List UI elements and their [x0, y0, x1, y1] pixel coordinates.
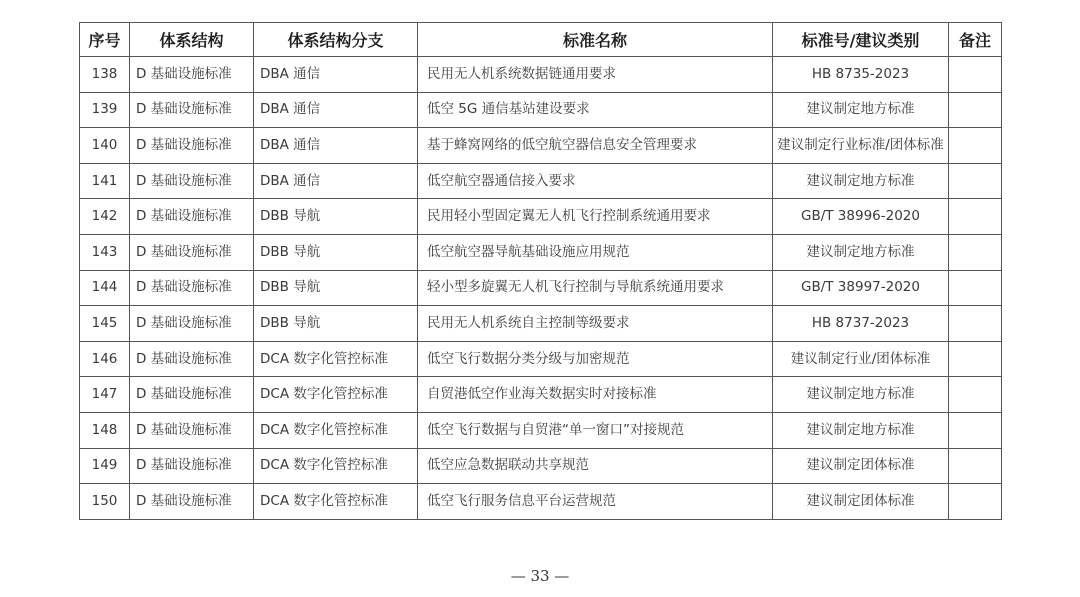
cell-branch: DCA 数字化管控标准: [254, 341, 418, 377]
cell-standard-name: 低空飞行数据分类分级与加密规范: [418, 341, 773, 377]
cell-standard-name: 低空应急数据联动共享规范: [418, 448, 773, 484]
cell-structure: D 基础设施标准: [130, 270, 254, 306]
cell-standard-number: 建议制定地方标准: [773, 412, 949, 448]
cell-structure: D 基础设施标准: [130, 163, 254, 199]
cell-standard-name: 轻小型多旋翼无人机飞行控制与导航系统通用要求: [418, 270, 773, 306]
cell-structure: D 基础设施标准: [130, 412, 254, 448]
standards-table: [79, 22, 1002, 520]
cell-branch: DBA 通信: [254, 92, 418, 128]
cell-branch: DCA 数字化管控标准: [254, 484, 418, 520]
cell-structure: D 基础设施标准: [130, 448, 254, 484]
cell-standard-number: GB/T 38996-2020: [773, 199, 949, 235]
cell-remarks: [949, 57, 1002, 93]
cell-structure: D 基础设施标准: [130, 128, 254, 164]
cell-branch: DBA 通信: [254, 163, 418, 199]
cell-branch: DBB 导航: [254, 199, 418, 235]
cell-structure: D 基础设施标准: [130, 234, 254, 270]
table-row: [80, 341, 1002, 377]
cell-serial: 147: [80, 377, 130, 413]
cell-standard-number: 建议制定行业标准/团体标准: [773, 128, 949, 164]
header-serial: 序号: [80, 23, 130, 57]
cell-structure: D 基础设施标准: [130, 377, 254, 413]
cell-structure: D 基础设施标准: [130, 484, 254, 520]
cell-remarks: [949, 163, 1002, 199]
table-row: [80, 412, 1002, 448]
table-body: [80, 57, 1002, 520]
table-row: [80, 57, 1002, 93]
cell-serial: 148: [80, 412, 130, 448]
header-standard-number: 标准号/建议类别: [773, 23, 949, 57]
cell-serial: 138: [80, 57, 130, 93]
cell-serial: 142: [80, 199, 130, 235]
cell-remarks: [949, 484, 1002, 520]
cell-standard-number: 建议制定地方标准: [773, 92, 949, 128]
table-row: [80, 128, 1002, 164]
cell-standard-name: 低空飞行数据与自贸港“单一窗口”对接规范: [418, 412, 773, 448]
cell-standard-number: 建议制定地方标准: [773, 377, 949, 413]
cell-standard-name: 低空飞行服务信息平台运营规范: [418, 484, 773, 520]
cell-standard-name: 民用轻小型固定翼无人机飞行控制系统通用要求: [418, 199, 773, 235]
standards-table-container: [79, 22, 1001, 520]
table-row: [80, 306, 1002, 342]
cell-serial: 149: [80, 448, 130, 484]
table-row: [80, 92, 1002, 128]
cell-serial: 144: [80, 270, 130, 306]
cell-remarks: [949, 199, 1002, 235]
cell-standard-name: 民用无人机系统自主控制等级要求: [418, 306, 773, 342]
cell-standard-number: HB 8735-2023: [773, 57, 949, 93]
cell-standard-name: 低空航空器导航基础设施应用规范: [418, 234, 773, 270]
cell-remarks: [949, 448, 1002, 484]
table-row: [80, 163, 1002, 199]
table-row: [80, 234, 1002, 270]
cell-standard-number: HB 8737-2023: [773, 306, 949, 342]
cell-structure: D 基础设施标准: [130, 306, 254, 342]
cell-serial: 139: [80, 92, 130, 128]
table-row: [80, 199, 1002, 235]
table-row: [80, 484, 1002, 520]
cell-remarks: [949, 92, 1002, 128]
cell-remarks: [949, 377, 1002, 413]
cell-serial: 150: [80, 484, 130, 520]
header-structure: 体系结构: [130, 23, 254, 57]
cell-remarks: [949, 341, 1002, 377]
table-header-row: [80, 23, 1002, 57]
cell-structure: D 基础设施标准: [130, 341, 254, 377]
cell-branch: DCA 数字化管控标准: [254, 377, 418, 413]
header-remarks: 备注: [949, 23, 1002, 57]
cell-remarks: [949, 270, 1002, 306]
cell-standard-number: GB/T 38997-2020: [773, 270, 949, 306]
cell-standard-name: 自贸港低空作业海关数据实时对接标准: [418, 377, 773, 413]
cell-standard-name: 基于蜂窝网络的低空航空器信息安全管理要求: [418, 128, 773, 164]
cell-branch: DBA 通信: [254, 128, 418, 164]
cell-serial: 140: [80, 128, 130, 164]
cell-standard-number: 建议制定行业/团体标准: [773, 341, 949, 377]
cell-structure: D 基础设施标准: [130, 92, 254, 128]
cell-standard-name: 民用无人机系统数据链通用要求: [418, 57, 773, 93]
cell-remarks: [949, 306, 1002, 342]
header-branch: 体系结构分支: [254, 23, 418, 57]
table-row: [80, 377, 1002, 413]
cell-serial: 143: [80, 234, 130, 270]
cell-standard-name: 低空航空器通信接入要求: [418, 163, 773, 199]
cell-remarks: [949, 412, 1002, 448]
cell-branch: DBA 通信: [254, 57, 418, 93]
cell-serial: 145: [80, 306, 130, 342]
cell-standard-number: 建议制定团体标准: [773, 448, 949, 484]
table-row: [80, 448, 1002, 484]
cell-branch: DBB 导航: [254, 270, 418, 306]
cell-branch: DCA 数字化管控标准: [254, 412, 418, 448]
cell-structure: D 基础设施标准: [130, 199, 254, 235]
cell-standard-number: 建议制定地方标准: [773, 234, 949, 270]
cell-serial: 146: [80, 341, 130, 377]
cell-standard-number: 建议制定地方标准: [773, 163, 949, 199]
cell-serial: 141: [80, 163, 130, 199]
cell-branch: DBB 导航: [254, 306, 418, 342]
cell-branch: DCA 数字化管控标准: [254, 448, 418, 484]
cell-remarks: [949, 234, 1002, 270]
cell-remarks: [949, 128, 1002, 164]
cell-structure: D 基础设施标准: [130, 57, 254, 93]
cell-standard-number: 建议制定团体标准: [773, 484, 949, 520]
header-standard-name: 标准名称: [418, 23, 773, 57]
table-row: [80, 270, 1002, 306]
cell-standard-name: 低空 5G 通信基站建设要求: [418, 92, 773, 128]
page-number: — 33 —: [510, 567, 570, 585]
cell-branch: DBB 导航: [254, 234, 418, 270]
